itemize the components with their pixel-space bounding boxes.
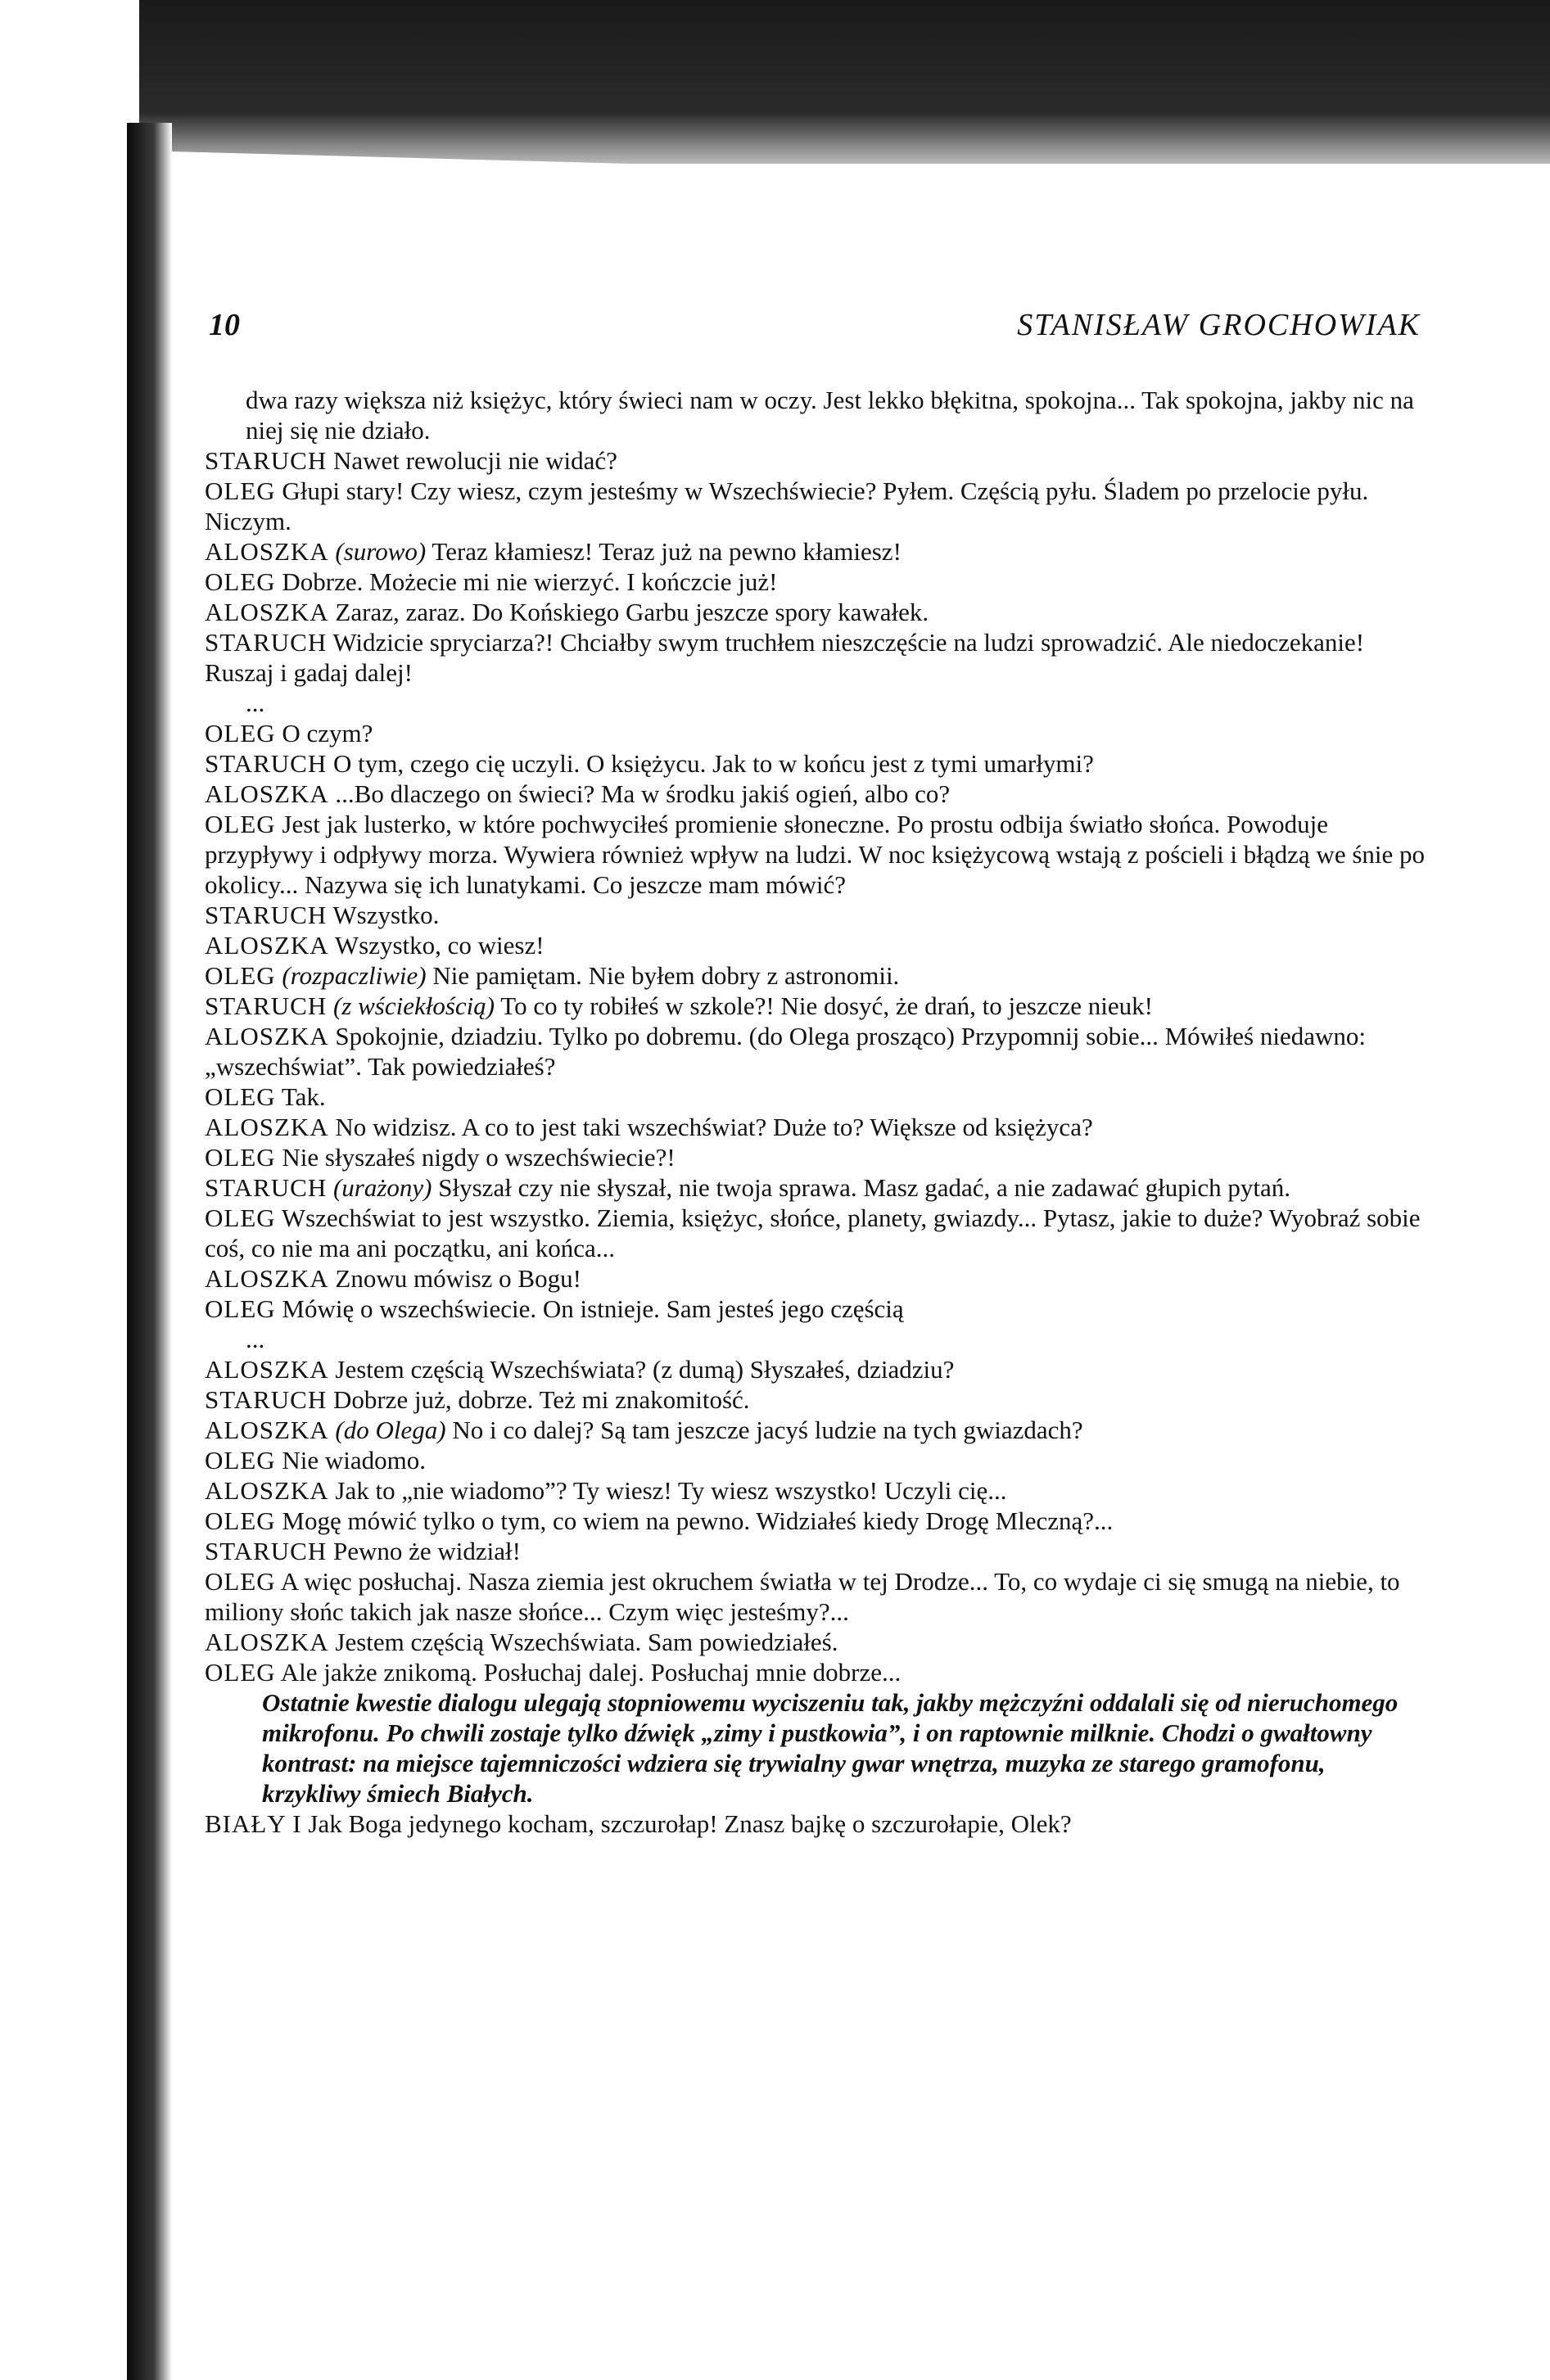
dialogue-line [205,476,1429,536]
inline-stage-direction: (surowo) [328,537,427,566]
line-text: Spokojnie, dziadziu. Tylko po dobremu. (do Olega prosząco) Przypomnij sobie... Mówiłeś niedawno: „wszechświat”. Tak powiedziałeś? [205,1022,1366,1081]
inline-stage-direction: (z wściekłością) [327,991,495,1020]
speaker-name: OLEG [205,1082,276,1111]
dialogue-line [205,748,1429,779]
line-text: O tym, czego cię uczyli. O księżycu. Jak to w końcu jest z tymi umarłymi? [327,749,1094,778]
speaker-name: STARUCH [205,991,328,1020]
dialogue-line [205,1566,1429,1627]
line-text: O czym? [275,719,373,747]
dialogue-line [205,1203,1429,1263]
speaker-name: ALOSZKA [205,1355,329,1384]
line-text: Dobrze już, dobrze. Też mi znakomitość. [327,1385,750,1414]
speaker-name: OLEG [205,1143,276,1172]
line-text: Tak. [275,1082,326,1111]
line-text: Nawet rewolucji nie widać? [327,446,617,475]
dialogue-line [205,1384,1429,1415]
line-text: Jestem częścią Wszechświata. Sam powiedziałeś. [328,1628,838,1656]
dialogue-line [205,991,1429,1021]
speaker-name: STARUCH [205,446,328,475]
dialogue-line [205,1021,1429,1082]
speaker-name: OLEG [205,1567,276,1596]
line-text: Pewno że widział! [327,1537,521,1565]
speaker-name: STARUCH [205,1173,328,1202]
speaker-name: STARUCH [205,1537,328,1565]
line-text: Wszystko, co wiesz! [328,931,545,960]
line-text: Nie słyszałeś nigdy o wszechświecie?! [275,1143,676,1172]
line-text: dwa razy większa niż księżyc, który świeci nam w oczy. Jest lekko błękitna, spokojna... Tak spokojna, jakby nic na niej się nie działo. [246,386,1414,445]
dialogue-line [205,1415,1429,1445]
speaker-name: ALOSZKA [205,537,329,566]
line-text: Jest jak lusterko, w które pochwyciłeś promienie słoneczne. Po prostu odbija światło słońca. Powoduje przypływy i odpływy morza. Wywiera również wpływ na ludzi. W noc księżycową wstają z pościeli i błądzą we śnie po okolicy... Nazywa się ich lunatykami. Co jeszcze mam mówić? [205,810,1426,899]
dialogue-line [205,809,1429,900]
speaker-name: ALOSZKA [205,1476,329,1505]
line-text: Znowu mówisz o Bogu! [328,1264,581,1293]
line-text: No i co dalej? Są tam jeszcze jacyś ludzie na tych gwiazdach? [445,1416,1083,1444]
dialogue-line [205,567,1429,597]
line-text: To co ty robiłeś w szkole?! Nie dosyć, że drań, to jeszcze nieuk! [495,991,1153,1020]
line-text: Głupi stary! Czy wiesz, czym jesteśmy w Wszechświecie? Pyłem. Częścią pyłu. Śladem po przelocie pyłu. Niczym. [205,476,1369,535]
line-text: Zaraz, zaraz. Do Końskiego Garbu jeszcze spory kawałek. [328,598,929,626]
dialogue-line [205,1082,1429,1112]
speaker-name: OLEG [205,476,276,505]
dialogue-line [205,900,1429,930]
speaker-name: ALOSZKA [205,1113,329,1141]
speaker-name: STARUCH [205,628,328,657]
speaker-name: STARUCH [205,901,328,929]
ellipsis-separator: ... [246,1325,265,1353]
dialogue-text [205,385,1429,1839]
line-text: Teraz kłamiesz! Teraz już na pewno kłamiesz! [426,537,902,566]
line-text: Mogę mówić tylko o tym, co wiem na pewno. Widziałeś kiedy Drogę Mleczną?... [275,1506,1114,1535]
page-header [209,307,1421,348]
speaker-name: STARUCH [205,1385,328,1414]
line-text: Wszystko. [327,901,440,929]
inline-stage-direction: (urażony) [327,1173,432,1202]
dialogue-line [205,1506,1429,1536]
speaker-name: OLEG [205,1506,276,1535]
line-text: Ale jakże znikomą. Posłuchaj dalej. Posłuchaj mnie dobrze... [275,1658,902,1687]
line-text: Słyszał czy nie słyszał, nie twoja sprawa. Masz gadać, a nie zadawać głupich pytań. [432,1173,1290,1202]
inline-stage-direction: (do Olega) [328,1416,446,1444]
line-text: Jestem częścią Wszechświata? (z dumą) Słyszałeś, dziadziu? [328,1355,955,1384]
scan-border-top [139,0,1550,188]
running-head-author: STANISŁAW GROCHOWIAK [1017,308,1421,342]
speaker-name: OLEG [205,1446,276,1475]
speaker-name: ALOSZKA [205,1416,329,1444]
dialogue-line [205,1627,1429,1657]
speaker-name: BIAŁY I [205,1809,302,1838]
dialogue-line [205,597,1429,627]
line-text: Nie wiadomo. [275,1446,427,1475]
speaker-name: ALOSZKA [205,779,329,808]
line-text: Jak Boga jedynego kocham, szczurołap! Znasz bajkę o szczurołapie, Olek? [301,1809,1072,1838]
line-text: Wszechświat to jest wszystko. Ziemia, księżyc, słońce, planety, gwiazdy... Pytasz, jakie to duże? Wyobraź sobie coś, co nie ma ani początku, ani końca... [205,1204,1421,1262]
ellipsis-separator: ... [246,689,265,717]
dialogue-line [205,1536,1429,1566]
speaker-name: ALOSZKA [205,1628,329,1656]
dialogue-line [205,718,1429,748]
speaker-name: OLEG [205,810,276,838]
scan-border-left [127,123,172,2380]
line-text: Jak to „nie wiadomo”? Ty wiesz! Ty wiesz wszystko! Uczyli cię... [328,1476,1007,1505]
speaker-name: ALOSZKA [205,598,329,626]
dialogue-line [205,1142,1429,1172]
dialogue-line [205,960,1429,991]
speaker-name: OLEG [205,719,276,747]
speaker-name: OLEG [205,961,276,990]
inline-stage-direction: (rozpaczliwie) [275,961,427,990]
line-text: Dobrze. Możecie mi nie wierzyć. I kończcie już! [275,567,778,596]
dialogue-line [205,1354,1429,1384]
dialogue-line [205,445,1429,476]
dialogue-line [205,1112,1429,1142]
speaker-name: ALOSZKA [205,931,329,960]
page-number: 10 [209,308,240,342]
dialogue-line [205,779,1429,809]
speaker-name: OLEG [205,1294,276,1323]
speaker-name: STARUCH [205,749,328,778]
stage-direction: Ostatnie kwestie dialogu ulegają stopniowemu wyciszeniu tak, jakby mężczyźni oddalali się od nieruchomego mikrofonu. Po chwili zostaje tylko dźwięk „zimy i pustkowia”, i on raptownie milknie. Chodzi o gwałtowny kontrast: na miejsce tajemniczości wdziera się trywialny gwar wnętrza, muzyka ze starego gramofonu, krzykliwy śmiech Białych. [262,1688,1399,1808]
dialogue-line [205,1475,1429,1506]
dialogue-line [205,536,1429,567]
dialogue-line [205,1263,1429,1294]
speaker-name: OLEG [205,567,276,596]
line-text: Widzicie spryciarza?! Chciałby swym truchłem nieszczęście na ludzi sprowadzić. Ale niedoczekanie! Ruszaj i gadaj dalej! [205,628,1365,687]
line-text: No widzisz. A co to jest taki wszechświat? Duże to? Większe od księżyca? [328,1113,1093,1141]
dialogue-line [205,1657,1429,1687]
dialogue-line [205,1172,1429,1203]
speaker-name: OLEG [205,1658,276,1687]
speaker-name: ALOSZKA [205,1022,329,1050]
line-text: Mówię o wszechświecie. On istnieje. Sam jesteś jego częścią [275,1294,904,1323]
dialogue-line [205,1294,1429,1324]
dialogue-line [205,930,1429,960]
line-text: Nie pamiętam. Nie byłem dobry z astronomii. [426,961,900,990]
speaker-name: ALOSZKA [205,1264,329,1293]
dialogue-line [205,385,1429,445]
dialogue-line [205,627,1429,688]
line-text: ...Bo dlaczego on świeci? Ma w środku jakiś ogień, albo co? [328,779,951,808]
speaker-name: OLEG [205,1204,276,1232]
dialogue-line [205,1445,1429,1475]
dialogue-line [205,1809,1429,1839]
line-text: A więc posłuchaj. Nasza ziemia jest okruchem światła w tej Drodze... To, co wydaje ci się smugą na niebie, to miliony słońc takich jak nasze słońce... Czym więc jesteśmy?... [205,1567,1400,1626]
